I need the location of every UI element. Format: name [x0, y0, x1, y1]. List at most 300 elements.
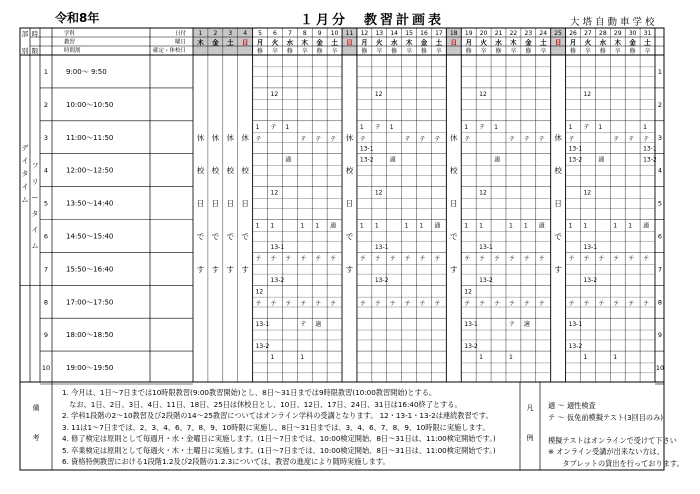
period-number-right: 6 [657, 232, 663, 241]
lesson-code: 1 [523, 222, 528, 230]
school-name: 大塔自動車学校 [570, 17, 658, 28]
lesson-code: テ [613, 136, 620, 144]
weekday-label: 木 [301, 38, 309, 47]
day-number: 3 [228, 30, 233, 37]
lesson-code: 1 [613, 354, 618, 362]
day-number: 28 [599, 30, 607, 37]
lesson-code: 1 [568, 123, 573, 131]
weekday-label: 土 [435, 38, 443, 47]
holiday-text: す [554, 264, 562, 274]
legend-line: 模擬テストはオンラインで受けて下さい [548, 435, 677, 445]
weekday-label: 水 [390, 38, 398, 47]
lesson-code: テ [374, 255, 381, 263]
lesson-code: 12 [583, 189, 592, 197]
row-header-label: 教習 [64, 39, 76, 46]
lesson-code: 1 [300, 354, 305, 362]
lesson-code: 13-1 [479, 244, 493, 252]
lesson-code: 適 [598, 156, 605, 164]
weekday-label: 木 [405, 38, 413, 47]
lesson-code: 13-1 [464, 321, 478, 329]
weekday-label: 金 [420, 38, 428, 47]
section-col-header: 部 [21, 30, 29, 38]
weekday-label: 火 [584, 38, 592, 47]
weekday-label: 日 [554, 38, 562, 47]
weekday-label: 土 [644, 38, 651, 47]
period-number: 7 [43, 265, 49, 274]
exam-type-label: 卒 [271, 48, 278, 55]
period-number: 3 [43, 133, 49, 142]
exam-type-label: 卒 [376, 48, 383, 55]
period-number-right: 9 [657, 331, 663, 340]
lesson-code: テ [330, 255, 337, 263]
lesson-code: テ [315, 136, 322, 144]
lesson-code: テ [270, 123, 277, 131]
period-number: 4 [43, 166, 49, 175]
exam-type-label: 卒 [614, 48, 621, 55]
holiday-text: 校 [554, 166, 562, 176]
legend-line: 適 ～ 適性検査 [548, 401, 596, 410]
lesson-code: テ [598, 300, 605, 308]
lesson-code: 1 [583, 354, 588, 362]
period-number-right: 3 [657, 133, 663, 142]
holiday-text: す [241, 264, 249, 274]
lesson-code: テ [508, 321, 515, 329]
day-number: 26 [569, 30, 577, 37]
lesson-code: 13-1 [643, 145, 657, 153]
lesson-code: 適 [523, 321, 530, 329]
period-time: 18:00～18:50 [66, 331, 114, 340]
lesson-code: 13-2 [568, 156, 583, 164]
weekday-label: 土 [539, 38, 547, 47]
lesson-code: テ [598, 255, 605, 263]
notes-label: 備 [32, 404, 40, 412]
lesson-code: 1 [613, 222, 618, 230]
day-number: 14 [390, 30, 399, 37]
day-number: 31 [643, 30, 652, 37]
document-title: １月分 教習計画表 [300, 13, 445, 28]
lesson-code: テ [389, 300, 396, 308]
document-era: 令和8年 [55, 11, 100, 25]
lesson-code: テ [330, 300, 337, 308]
weekday-label: 月 [361, 38, 368, 47]
lesson-code: テ [359, 136, 366, 144]
lesson-code: 適 [494, 156, 501, 164]
lesson-code: 13-2 [255, 342, 270, 350]
lesson-code: テ [359, 300, 366, 308]
day-number: 11 [345, 30, 354, 37]
lesson-code: 1 [300, 222, 305, 230]
holiday-text: す [211, 264, 220, 274]
lesson-code: 1 [494, 123, 498, 131]
lesson-code: テ [389, 255, 396, 263]
day-number: 6 [273, 30, 277, 37]
exam-type-label: 卒 [584, 48, 591, 55]
lesson-code: 1 [508, 354, 513, 362]
lesson-code: テ [285, 255, 292, 263]
lesson-code: テ [464, 300, 471, 308]
lesson-code: テ [285, 300, 292, 308]
lesson-code: テ [583, 123, 590, 131]
day-number: 10 [330, 30, 339, 37]
day-number: 15 [405, 30, 413, 37]
weekday-label: 金 [629, 38, 636, 47]
period-number: 2 [43, 100, 49, 109]
lesson-code: テ [464, 136, 471, 144]
weekday-label: 日 [241, 38, 249, 47]
weekday-label: 月 [569, 38, 577, 47]
holiday-text: 日 [226, 199, 235, 209]
lesson-code: 1 [255, 222, 260, 230]
lesson-code: 13-2 [359, 156, 374, 164]
period-time: 11:00～11:50 [66, 133, 114, 142]
lesson-code: 1 [255, 123, 260, 131]
lesson-code: 12 [255, 288, 264, 296]
holiday-text: 休 [450, 133, 458, 143]
period-number-right: 10 [655, 364, 665, 373]
weekday-label: 日 [346, 38, 353, 47]
weekday-label: 水 [599, 38, 607, 47]
note-line: 3. 11は1～7日までは、2、3、4、6、7、8、9、10時限に実施し、8日～31日までは、3、4、6、7、8、9、10時限に実施します。 [62, 422, 490, 432]
note-line: 5. 卒業検定は原則として毎週火・木・土曜日に実施します。(1日～7日までは、10:00検定開始、8日～31日は、11:00検定開始です。) [62, 445, 496, 455]
lesson-code: 1 [628, 222, 633, 230]
holiday-text: す [226, 264, 235, 274]
exam-type-label: 修 [465, 48, 472, 55]
lesson-code: テ [330, 136, 337, 144]
lesson-code: 1 [479, 354, 483, 362]
period-number-right: 1 [657, 67, 663, 76]
weekday-label: 金 [316, 38, 323, 47]
lesson-code: 12 [583, 90, 592, 98]
lesson-code: テ [464, 255, 471, 263]
lesson-code: テ [508, 136, 515, 144]
lesson-code: テ [434, 300, 441, 308]
legend-line: タブレットの貸出を行っております。 [548, 458, 684, 468]
holiday-text: 休 [211, 133, 220, 143]
weekday-label: 土 [331, 38, 338, 47]
holiday-text: 校 [196, 166, 205, 176]
period-number: 6 [43, 232, 49, 241]
period-col-header: 時 [31, 30, 39, 38]
holiday-text: で [226, 231, 235, 241]
day-number: 8 [302, 30, 307, 37]
holiday-text: 日 [241, 199, 249, 209]
lesson-code: 12 [270, 189, 279, 197]
exam-type-label: 修 [391, 48, 398, 55]
day-number: 2 [213, 30, 218, 37]
weekday-label: 水 [286, 38, 294, 47]
period-time: 9:00～ 9:50 [66, 67, 107, 76]
lesson-code: 適 [538, 222, 545, 230]
section-label-free: イ [31, 226, 39, 234]
weekday-label: 金 [525, 38, 532, 47]
lesson-code: 適 [389, 156, 396, 164]
lesson-code: 13-1 [583, 244, 598, 252]
lesson-code: 適 [315, 321, 322, 329]
lesson-code: テ [523, 255, 530, 263]
day-number: 5 [258, 30, 262, 37]
row-header-label: 学科 [64, 31, 76, 37]
period-number: 8 [43, 298, 49, 307]
exam-type-label: 修 [495, 48, 502, 55]
notes-block [62, 387, 496, 468]
lesson-code: テ [583, 255, 590, 263]
day-number: 22 [509, 30, 518, 37]
lesson-code: テ [628, 300, 635, 308]
row-header-label: 日付 [174, 31, 186, 37]
section-label-free: フ [31, 162, 39, 170]
lesson-code: テ [270, 255, 277, 263]
section-label-daytime: デ [21, 144, 29, 152]
lesson-code: テ [613, 255, 620, 263]
lesson-code: 12 [374, 189, 383, 197]
row-header-label: 時間割 [64, 48, 81, 55]
holiday-text: 日 [211, 199, 220, 209]
lesson-code: テ [538, 300, 545, 308]
lesson-code: 1 [643, 123, 647, 131]
lesson-code: 13-2 [568, 342, 583, 350]
lesson-code: 13-2 [479, 277, 493, 285]
section-label-free: リ [31, 178, 39, 186]
lesson-code: 適 [434, 222, 441, 230]
day-number: 20 [479, 30, 488, 37]
period-number-right: 7 [657, 265, 663, 274]
holiday-text: 休 [345, 133, 354, 143]
exam-type-label: 卒 [435, 48, 442, 55]
exam-type-label: 修 [361, 48, 368, 55]
lesson-code: 13-2 [583, 277, 598, 285]
period-number-right: 4 [657, 166, 663, 175]
section-label-free: ム [31, 242, 39, 250]
lesson-code: テ [374, 123, 381, 131]
weekday-label: 水 [495, 38, 502, 47]
section-label-daytime: ム [21, 196, 29, 204]
day-number: 13 [375, 30, 384, 37]
weekday-label: 木 [614, 38, 621, 47]
holiday-text: 休 [554, 133, 562, 143]
day-number: 16 [420, 30, 428, 37]
lesson-code: 適 [643, 222, 650, 230]
lesson-code: 1 [285, 123, 290, 131]
legend-label: 凡 [526, 404, 534, 412]
note-line: なお、1日、2日、3日、4日、11日、18日、25日は休校日とし、10日、12日、17日、24日、31日は16:40終了とする。 [62, 399, 462, 409]
lesson-code: 12 [374, 90, 383, 98]
lesson-code: テ [643, 300, 650, 308]
lesson-code: テ [583, 300, 590, 308]
day-number: 19 [464, 30, 473, 37]
holiday-text: 休 [226, 133, 235, 143]
lesson-code: 13-2 [270, 277, 285, 285]
holiday-text: す [345, 264, 354, 274]
day-number: 30 [628, 30, 637, 37]
lesson-code: テ [613, 300, 620, 308]
exam-type-label: 卒 [331, 48, 338, 55]
note-line: 1. 今月は、1日～7日までは10時限教習(9:00教習開始)とし、8日～31日までは9時限教習(10:00教習開始)とする。 [62, 388, 437, 397]
note-line: 6. 資格特例教習における1段階1.2及び2段階の1.2.3については、教習の進度により随時実施します。 [62, 457, 390, 466]
exam-type-label: 卒 [406, 48, 413, 55]
section-label-free: タ [31, 210, 39, 218]
lesson-code: 1 [583, 222, 588, 230]
lesson-code: テ [300, 255, 307, 263]
lesson-code: テ [508, 300, 515, 308]
legend-label: 例 [526, 434, 534, 442]
period-number-right: 2 [657, 100, 663, 109]
exam-type-label: 修 [257, 48, 264, 55]
period-number: 9 [43, 331, 49, 340]
holiday-text: 校 [345, 166, 354, 176]
lesson-code: テ [523, 136, 530, 144]
row-header-label: 曜日 [174, 39, 186, 46]
day-number: 23 [524, 30, 533, 37]
lesson-code: 1 [389, 123, 394, 131]
exam-type-label: 修 [570, 48, 577, 55]
exam-type-label: 卒 [510, 48, 517, 55]
holiday-text: 休 [196, 133, 205, 143]
lesson-code: 13-2 [374, 277, 389, 285]
exam-type-label: 修 [420, 48, 428, 55]
lesson-code: テ [255, 255, 262, 263]
exam-type-label: 修 [599, 48, 606, 55]
lesson-code: 1 [464, 222, 469, 230]
lesson-code: テ [494, 300, 501, 308]
lesson-code: テ [255, 136, 262, 144]
period-number-right: 5 [657, 199, 663, 208]
lesson-code: 1 [374, 222, 379, 230]
weekday-label: 木 [197, 38, 204, 47]
lesson-code: テ [434, 255, 441, 263]
holiday-text: で [241, 231, 249, 241]
lesson-code: 1 [568, 222, 573, 230]
lesson-code: テ [434, 136, 441, 144]
lesson-code: テ [568, 300, 575, 308]
period-time: 14:50～15:40 [66, 232, 114, 241]
lesson-code: 13-1 [568, 145, 583, 153]
lesson-code: 1 [270, 354, 275, 362]
lesson-code: 適 [330, 222, 337, 230]
lesson-code: 12 [464, 288, 472, 296]
lesson-code: 1 [404, 222, 409, 230]
lesson-code: テ [643, 255, 650, 263]
day-number: 9 [317, 30, 322, 37]
exam-type-label: 修 [316, 48, 323, 55]
lesson-code: 1 [359, 123, 364, 131]
weekday-label: 日 [450, 38, 458, 47]
holiday-text: で [450, 231, 458, 241]
section-col-header: 別 [21, 47, 29, 55]
exam-type-label: 修 [525, 48, 532, 55]
holiday-text: 日 [450, 199, 458, 209]
lesson-code: テ [419, 136, 426, 144]
lesson-code: 適 [285, 156, 292, 164]
period-number: 10 [41, 364, 51, 373]
lesson-code: 12 [270, 90, 279, 98]
period-number-right: 8 [657, 298, 663, 307]
lesson-code: テ [315, 255, 322, 263]
lesson-code: テ [359, 255, 366, 263]
lesson-code: テ [404, 300, 411, 308]
notes-label: 考 [32, 434, 40, 442]
lesson-code: 13-1 [374, 244, 389, 252]
day-number: 18 [449, 30, 458, 37]
lesson-code: テ [523, 300, 530, 308]
weekday-label: 月 [465, 38, 472, 47]
weekday-label: 月 [256, 38, 264, 47]
holiday-text: 校 [450, 166, 458, 176]
lesson-code: テ [628, 255, 635, 263]
holiday-text: 校 [241, 166, 249, 176]
legend-line: テ ～ 仮免前模擬テスト(3回目のみ) [548, 412, 664, 422]
holiday-text: 日 [196, 199, 205, 209]
lesson-code: 1 [359, 222, 364, 230]
lesson-code: 12 [479, 90, 487, 98]
weekday-label: 火 [480, 38, 487, 47]
period-time: 15:50～16:40 [66, 265, 114, 274]
lesson-code: 1 [315, 222, 320, 230]
exam-type-label: 卒 [644, 48, 651, 55]
period-time: 12:00～12:50 [66, 166, 114, 175]
lesson-code: 13-1 [255, 321, 270, 329]
lesson-code: 1 [508, 222, 513, 230]
lesson-code: 1 [479, 222, 483, 230]
lesson-code: テ [300, 321, 307, 329]
section-label-daytime: タ [21, 170, 29, 178]
lesson-code: テ [374, 300, 381, 308]
period-number: 5 [43, 199, 49, 208]
section-label-free: ー [31, 194, 39, 202]
lesson-code: テ [494, 255, 501, 263]
legend-line: ※ オンライン受講が出来ない方は、 [548, 447, 664, 456]
exam-type-label: 卒 [301, 48, 308, 55]
holiday-text: 休 [241, 133, 249, 143]
holiday-text: す [196, 264, 205, 274]
lesson-code: テ [315, 300, 322, 308]
period-time: 10:00～10:50 [66, 100, 114, 109]
lesson-code: テ [508, 255, 515, 263]
day-number: 1 [198, 30, 203, 37]
lesson-code: テ [255, 300, 262, 308]
lesson-code: テ [568, 255, 575, 263]
exam-type-label: 修 [286, 48, 293, 55]
exam-type-label: 卒 [480, 48, 487, 55]
lesson-code: 12 [479, 189, 487, 197]
lesson-code: 1 [598, 123, 603, 131]
weekday-label: 火 [271, 38, 279, 47]
holiday-text: 校 [226, 166, 235, 176]
section-label-daytime: イ [21, 157, 29, 165]
lesson-code: 13-2 [464, 342, 478, 350]
lesson-code: 13-2 [643, 156, 657, 164]
lesson-code: テ [628, 136, 635, 144]
weekday-label: 金 [212, 38, 219, 47]
holiday-text: 日 [554, 199, 562, 209]
day-number: 25 [554, 30, 562, 37]
day-number: 17 [435, 30, 443, 37]
lesson-code: テ [479, 123, 486, 131]
lesson-code: テ [643, 136, 650, 144]
holiday-text: で [554, 231, 562, 241]
holiday-text: で [211, 231, 220, 241]
lesson-code: 1 [270, 222, 275, 230]
day-number: 24 [539, 30, 548, 37]
weekday-label: 火 [376, 38, 383, 47]
lesson-code: 1 [419, 222, 424, 230]
lesson-code: 13-1 [359, 145, 374, 153]
holiday-text: で [345, 231, 354, 241]
lesson-code: テ [404, 255, 411, 263]
lesson-code: テ [538, 255, 545, 263]
lesson-code: テ [479, 255, 486, 263]
legend-block [548, 400, 684, 469]
row-header-label: 確定・休校日 [152, 48, 186, 55]
